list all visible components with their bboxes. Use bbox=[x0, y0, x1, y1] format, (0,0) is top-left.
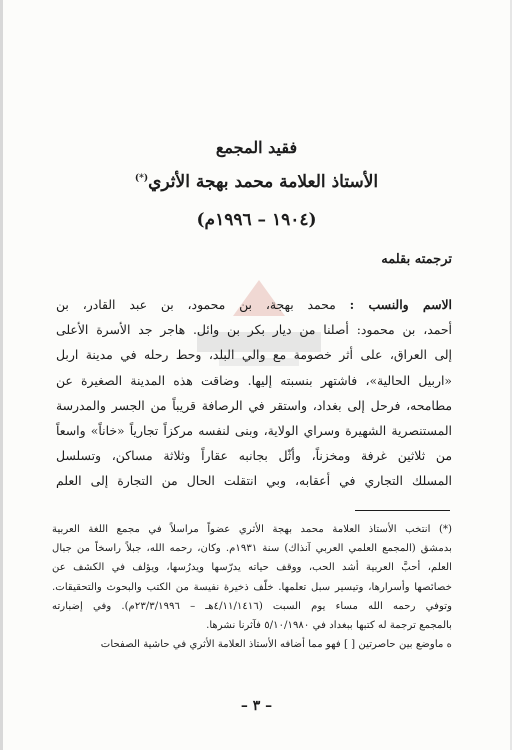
footnote-line-4: خصائصها وأسرارها، وتيسير سبل تعلمها. خلّف ذخيرة نفيسة من الكتب والبحوث والتحقيقات. bbox=[52, 581, 452, 593]
page-number: – ٣ – bbox=[240, 698, 273, 714]
body-line-1-text: محمد بهجة، بن محمود، بن عبد القادر، بن bbox=[56, 297, 336, 312]
footnote-divider bbox=[355, 510, 450, 511]
footnotes bbox=[52, 520, 452, 654]
footnote-line-5: وتوفي رحمه الله مساء يوم السبت (٤/١١/١٤١٦هـ – ٢٣/٣/١٩٩٦م). وفي إضبارته bbox=[52, 600, 452, 612]
body-line-3: إلى العراق، على أثر خصومة مع والي البلد، وحط رحله في مدينة اربل bbox=[56, 347, 452, 363]
body-line-6: المستنصرية الشهيرة وسراي الولاية، وبنى لنفسه مركزاً تجارياً «خاناً» واسعاً bbox=[56, 423, 452, 439]
body-lead-label: الاسم والنسب : bbox=[349, 297, 452, 312]
body-line-2: أحمد، بن محمود: أصلنا من ديار بكر بن وائل. هاجر جد الأسرة الأعلى bbox=[56, 322, 452, 338]
footnote-line-3: العلم، أحبَّ العربية أشد الحب، ووقف حياته يدرّسها ويدرُسها، ويؤلف في الكشف عن bbox=[52, 562, 452, 574]
life-dates: (١٩٠٤ – ١٩٩٦م) bbox=[196, 210, 317, 230]
person-title bbox=[3, 172, 510, 192]
body-line-5: مطامحه، فرحل إلى بغداد، واستقر في الرصافة قريباً من الجسر والمدرسة bbox=[56, 397, 452, 413]
footnote-line-1: (*) انتخب الأستاذ العلامة محمد بهجة الأثري عضواً مراسلاً في مجمع اللغة العربية bbox=[52, 524, 452, 535]
footnote-line-6: بالمجمع ترجمة له كتبها ببغداد في ٥/١٠/١٩٨٠ فآثرنا نشرها. bbox=[206, 620, 452, 632]
body-line-1 bbox=[56, 292, 452, 317]
section-title: فقيد المجمع bbox=[215, 138, 298, 157]
body-line-7: من ثلاثين غرفة ومخزناً، وأثّل بجانبه عقاراً وثلاثة مساكن، وتسلسل bbox=[56, 448, 452, 464]
byline: ترجمته بقلمه bbox=[381, 252, 452, 267]
footnote-marker: (*) bbox=[134, 173, 149, 184]
footnote-line-2: بدمشق (المجمع العلمي العربي آنذاك) سنة ١٩٣١م. وكان، رحمه الله، جبلاً راسخاً من جبال bbox=[52, 543, 452, 555]
body-line-4: «اربيل الحالية»، فاشتهر بنسبته إليها. وضاقت هذه المدينة الصغيرة عن bbox=[56, 372, 452, 388]
body-text bbox=[56, 292, 452, 494]
footnote-note: ه ماوضع بين حاصرتين [ ] فهو مما أضافه الأستاذ العلامة الأثري في حاشية الصفحات bbox=[100, 639, 452, 651]
person-name: الأستاذ العلامة محمد بهجة الأثري bbox=[148, 172, 379, 192]
body-line-8: المسلك التجاري في أعقابه، وبي انتقلت الحال من التجارة إلى العلم bbox=[56, 473, 452, 489]
